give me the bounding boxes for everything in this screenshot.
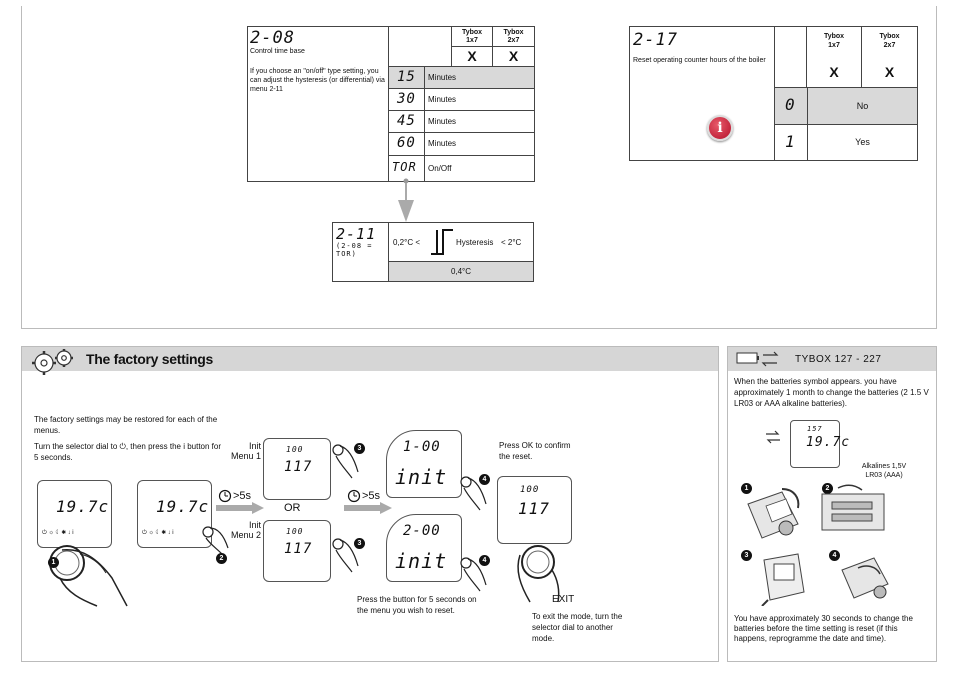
display-line-2: 117 — [284, 459, 313, 475]
exit-text: To exit the mode, turn the selector dial to another mode. — [532, 612, 623, 643]
timer-icon — [347, 489, 361, 503]
blank-header-cell — [775, 27, 807, 87]
factory-instruction: Turn the selector dial to ⏻, then press the i button for 5 seconds. — [34, 442, 222, 462]
menu-description: If you choose an "on/off" type setting, you can adjust the hysteresis (or differential) via menu 2-11 — [250, 68, 385, 93]
finger-press-icon[interactable] — [330, 440, 360, 480]
exit-label: EXIT — [552, 594, 575, 605]
step-badge: 4 — [479, 474, 490, 485]
battery-footer: You have approximately 30 seconds to change the batteries before the time setting is reset (if this happens, reprogramme the date and time). — [734, 614, 913, 643]
compat-mark-2x7: X — [508, 48, 519, 64]
battery-heading: TYBOX 127 - 227 — [795, 354, 882, 365]
menu-title: Control time base — [250, 48, 305, 55]
tybox-2x7-header: Tybox 2x7 — [493, 27, 534, 47]
option-code: 1 — [785, 132, 796, 151]
battery-swap-icon — [735, 349, 781, 369]
timer-icon — [218, 489, 232, 503]
battery-intro: When the batteries symbol appears. you have approximately 1 month to change the batteries (2 1.5 V LR03 or AAA alkaline batteries). — [734, 377, 929, 408]
option-label: Minutes — [424, 67, 534, 88]
thermostat-init-menu-1 — [386, 430, 462, 498]
compat-mark-1x7: X — [807, 57, 862, 87]
mode-icons: ⏻ ☼ ☾ ✱ ↓ i — [42, 530, 74, 536]
step-badge: 2 — [216, 553, 227, 564]
option-label: Minutes — [424, 111, 534, 132]
battery-warning-display — [790, 420, 851, 468]
option-code: TOR — [392, 160, 417, 174]
step-badge: 4 — [479, 555, 490, 566]
mode-icons: ⏻ ☼ ☾ ✱ ↓ i — [142, 530, 174, 536]
option-label: Minutes — [424, 89, 534, 110]
factory-intro: The factory settings may be restored for each of the menus. — [34, 415, 218, 435]
right-arrow-icon — [216, 502, 264, 514]
display-line-1: 100 — [520, 485, 540, 495]
option-label: Yes — [807, 125, 917, 160]
finger-press-ok-icon[interactable] — [458, 553, 488, 593]
init-menu-2-label: Init Menu 2 — [230, 520, 261, 540]
step-badge: 2 — [822, 483, 833, 494]
menu-2-17-info-cell — [630, 27, 775, 160]
hysteresis-icon — [429, 228, 455, 256]
menu-2-08-info-cell — [248, 27, 389, 181]
close-cover-illustration — [834, 550, 894, 606]
menu-title: Reset operating counter hours of the boiler — [633, 57, 766, 64]
init-menu-1-label: Init Menu 1 — [230, 441, 261, 461]
option-label: Minutes — [424, 133, 534, 155]
display-menu-code: 1-00 — [403, 439, 441, 455]
hysteresis-range-cell — [389, 223, 533, 261]
default-value-cell: 0,4°C — [389, 261, 533, 281]
step-badge: 3 — [354, 538, 365, 549]
menu-2-11-table — [332, 222, 534, 282]
menu-condition: (2-08 = TOR) — [336, 242, 373, 258]
display-init: init — [395, 465, 448, 489]
display-temperature: 19.7c — [806, 435, 851, 450]
display-line-1: 100 — [286, 445, 304, 454]
hold-duration: >5s — [362, 490, 381, 502]
menu-code: 2-11 — [336, 225, 377, 243]
press-button-text: Press the button for 5 seconds on the menu you wish to reset. — [357, 595, 477, 615]
range-label: Hysteresis — [456, 238, 494, 247]
thermostat-menu-2 — [263, 520, 331, 582]
display-small: 157 — [807, 425, 823, 433]
insert-batteries-illustration — [818, 484, 888, 536]
tybox-1x7-header: Tybox 1x7 — [452, 27, 493, 47]
range-min: 0,2°C < — [393, 238, 420, 247]
display-temperature: 19.7c — [156, 497, 210, 516]
blank-header-cell — [389, 27, 452, 66]
step-badge: 3 — [354, 443, 365, 454]
menu-code: 2-08 — [250, 28, 295, 48]
option-label: On/Off — [424, 156, 534, 181]
option-row — [389, 88, 534, 110]
step-badge: 3 — [741, 550, 752, 561]
option-row — [389, 132, 534, 155]
right-arrow-icon — [344, 502, 392, 514]
tybox-2x7-header: Tybox 2x7 — [879, 33, 900, 49]
display-line-2: 117 — [518, 499, 550, 518]
menu-2-08-table — [247, 26, 535, 182]
menu-code: 2-17 — [633, 30, 678, 50]
step-badge: 1 — [741, 483, 752, 494]
option-code: 15 — [397, 69, 416, 85]
step-badge: 4 — [829, 550, 840, 561]
range-max: < 2°C — [501, 238, 522, 247]
option-code: 30 — [397, 91, 416, 107]
option-row — [389, 66, 534, 88]
thermostat-menu-1 — [263, 438, 331, 500]
section-heading: The factory settings — [86, 351, 214, 367]
option-row — [775, 87, 917, 124]
swap-arrows-icon — [765, 430, 781, 444]
compat-mark-1x7: X — [452, 47, 493, 66]
open-cover-illustration — [742, 484, 812, 544]
hold-duration: >5s — [233, 490, 252, 502]
down-arrow-icon — [396, 178, 416, 224]
step-badge: 1 — [48, 557, 59, 568]
option-row — [775, 124, 917, 160]
option-code: 45 — [397, 113, 416, 129]
display-line-2: 117 — [284, 541, 313, 557]
display-line-1: 100 — [286, 527, 304, 536]
display-init: init — [395, 549, 448, 573]
menu-2-17-table — [629, 26, 918, 161]
display-menu-code: 2-00 — [403, 523, 441, 539]
gears-icon — [31, 348, 77, 376]
info-icon: i — [707, 115, 733, 141]
thermostat-init-menu-2 — [386, 514, 462, 582]
option-row — [389, 110, 534, 132]
or-label: OR — [284, 502, 301, 514]
tybox-1x7-header: Tybox 1x7 — [807, 27, 862, 57]
menu-2-11-info-cell — [333, 223, 389, 281]
mounted-thermostat-illustration — [758, 550, 814, 606]
option-code: 0 — [785, 95, 796, 114]
finger-press-icon[interactable] — [330, 534, 360, 574]
press-ok-text: Press OK to confirm the reset. — [499, 441, 571, 461]
display-temperature: 19.7c — [56, 497, 110, 516]
option-label: No — [807, 88, 917, 124]
option-code: 60 — [397, 135, 416, 151]
finger-press-ok-icon[interactable] — [458, 472, 488, 512]
alkalines-label: Alkalines 1,5V LR03 (AAA) — [861, 463, 907, 479]
compat-mark-2x7: X — [884, 64, 895, 80]
